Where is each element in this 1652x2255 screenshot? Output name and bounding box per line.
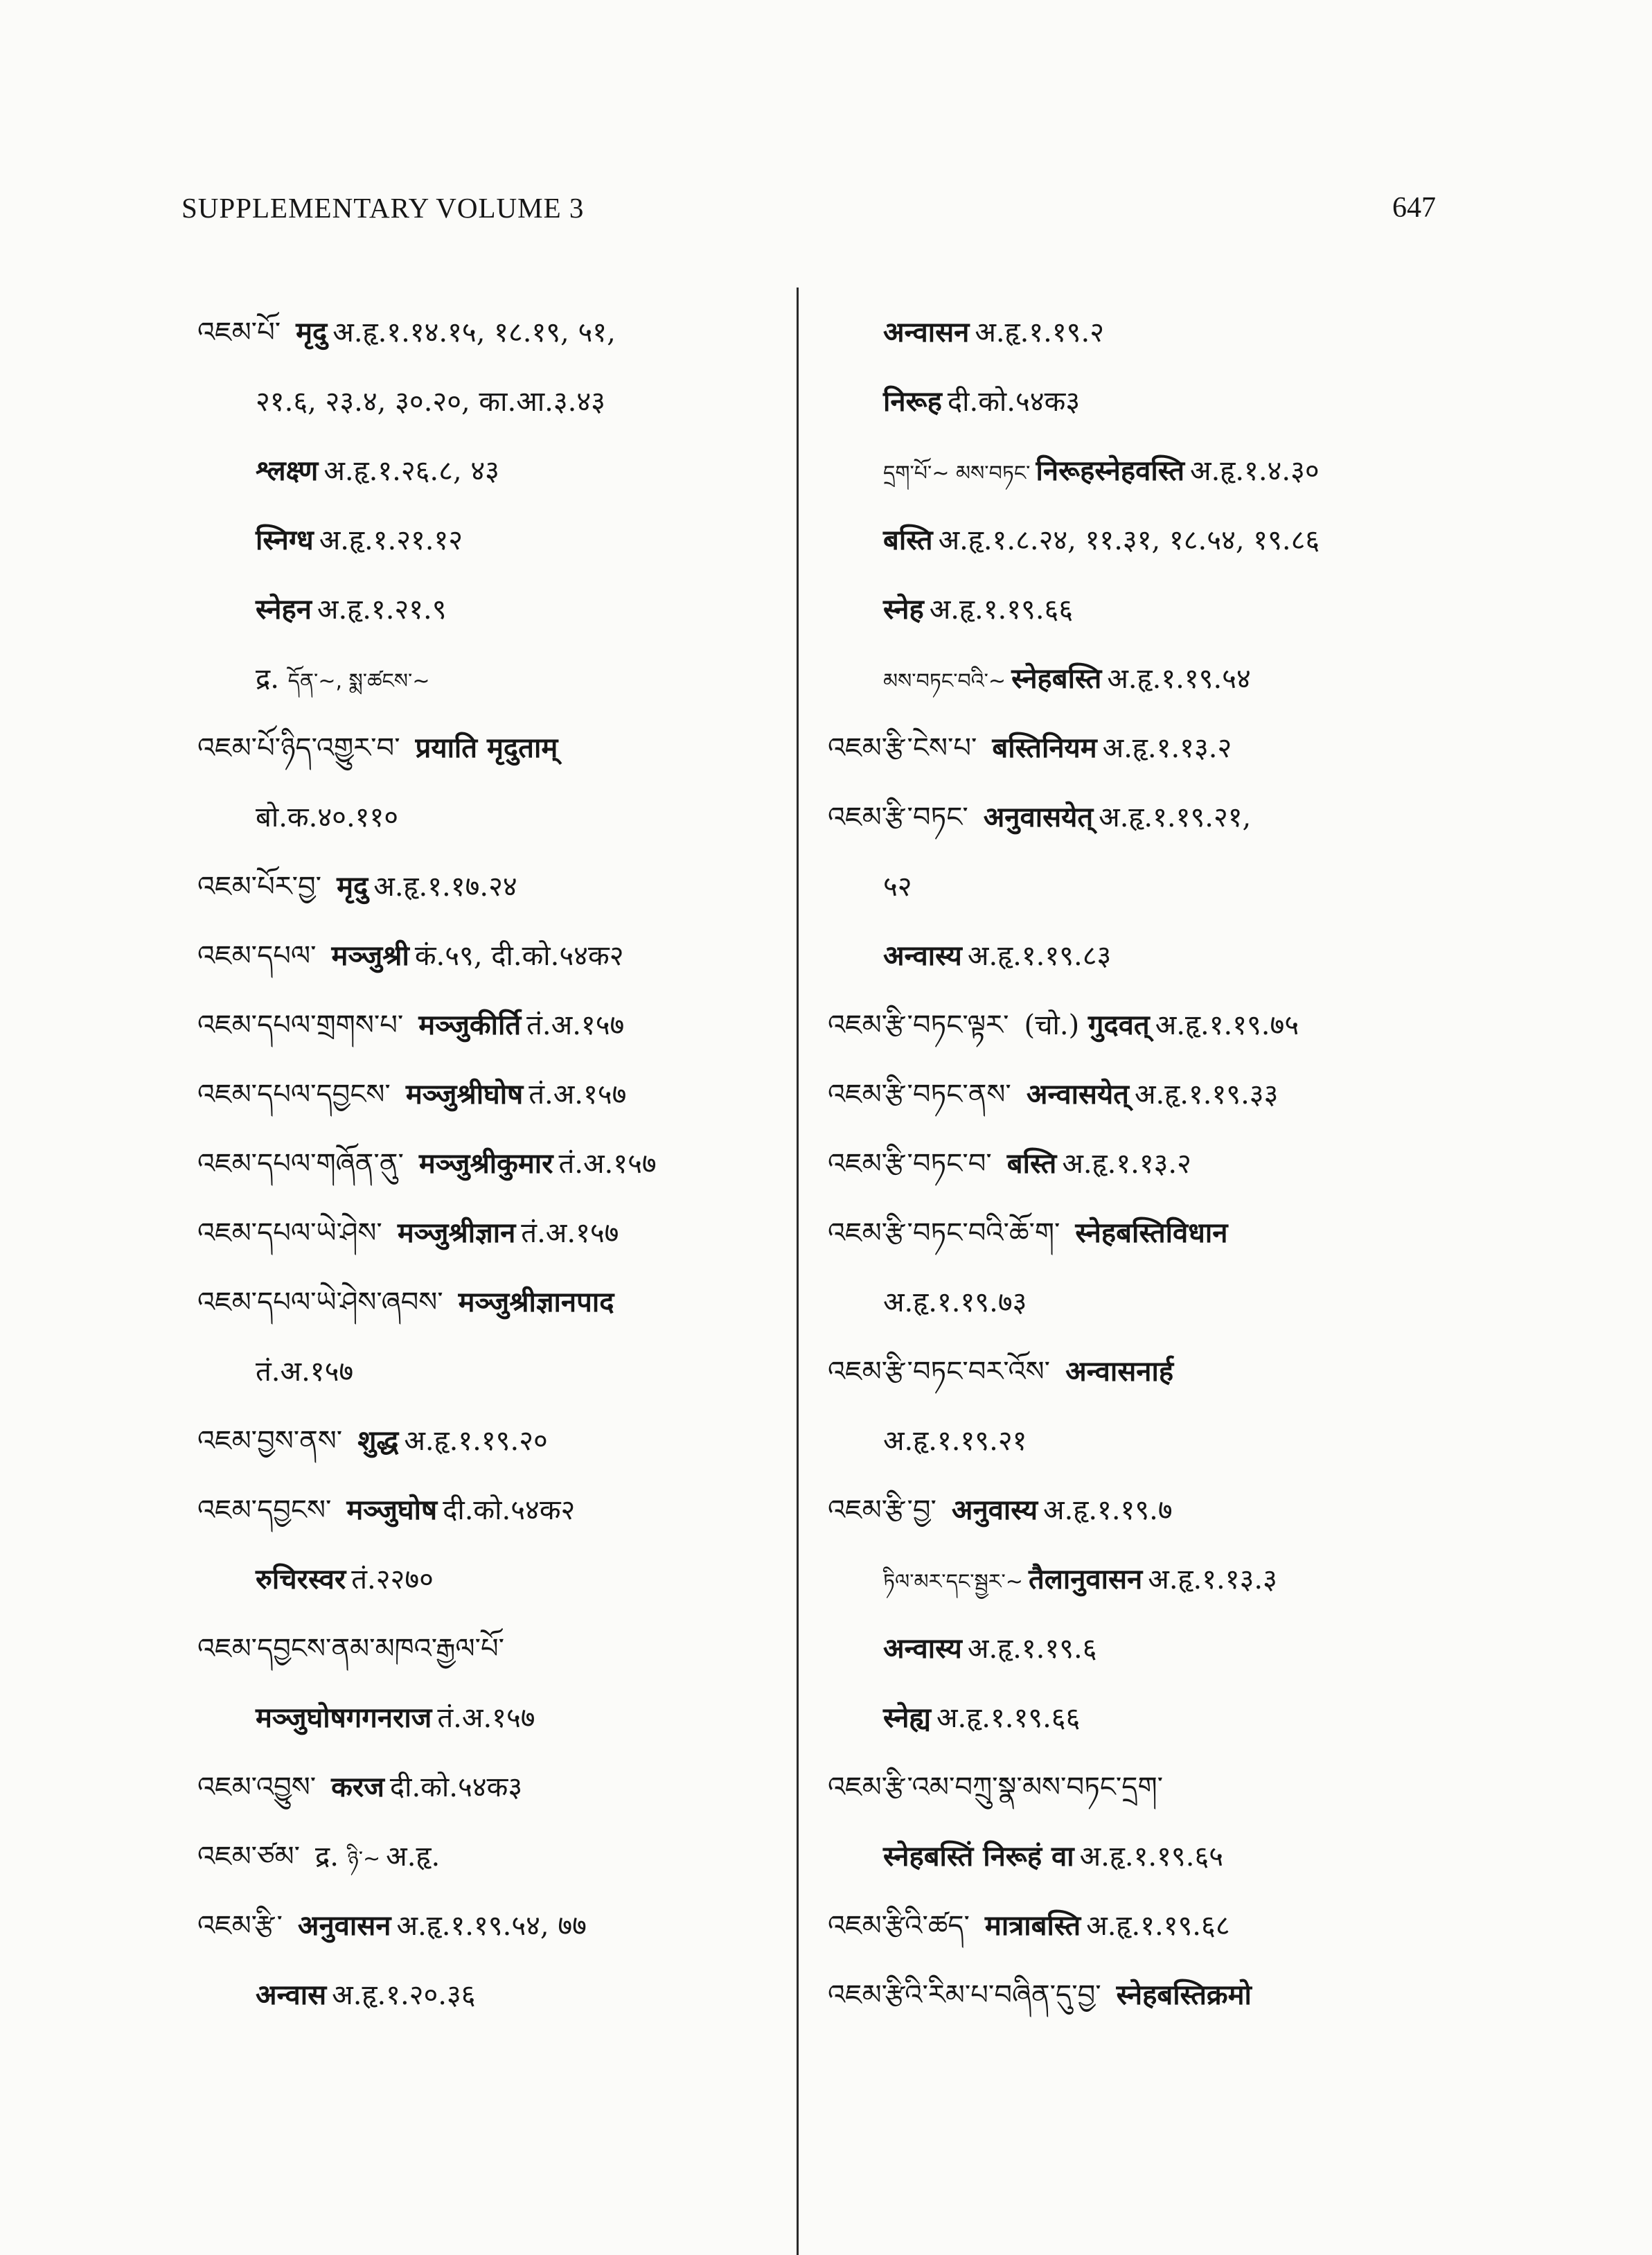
sanskrit-equivalent: स्निग्ध bbox=[256, 524, 314, 556]
sanskrit-equivalent: मात्राबस्ति bbox=[984, 1909, 1081, 1942]
tibetan-headword: འཇམ་རྩི་བཏང་བར་འོས་ bbox=[828, 1356, 1051, 1388]
entry-line bbox=[197, 1614, 786, 1683]
entry-line bbox=[828, 575, 1520, 644]
entry-line bbox=[197, 1476, 786, 1545]
entry-line bbox=[828, 1961, 1520, 2030]
reference: दी.को.५४क२ bbox=[443, 1494, 576, 1526]
reference: तं.अ.१५७ bbox=[256, 1356, 354, 1388]
reference: तं.अ.१५७ bbox=[529, 1079, 627, 1111]
sanskrit-equivalent: प्रयाति मृदुताम् bbox=[415, 732, 558, 764]
sanskrit-equivalent: मञ्जुघोष bbox=[346, 1494, 438, 1526]
tibetan-sub-headword: མས་བཏང་བའི་~ bbox=[883, 669, 1006, 693]
entry-line bbox=[828, 991, 1520, 1060]
sanskrit-equivalent: मञ्जुघोषगगनराज bbox=[256, 1701, 432, 1734]
sanskrit-equivalent: मञ्जुश्रीज्ञानपाद bbox=[458, 1286, 614, 1318]
sanskrit-equivalent: स्नेहन bbox=[256, 593, 312, 626]
sanskrit-equivalent: अन्वासयेत् bbox=[1026, 1078, 1129, 1111]
reference: बो.क.४०.११० bbox=[256, 802, 399, 833]
entry-line bbox=[197, 1753, 786, 1822]
sanskrit-equivalent: गुदवत् bbox=[1087, 1009, 1150, 1041]
sanskrit-equivalent: अन्वास bbox=[256, 1979, 327, 2011]
entry-line bbox=[197, 298, 786, 367]
entry-line bbox=[197, 1199, 786, 1268]
reference: अ.हृ.१.२६.८, ४३ bbox=[323, 455, 499, 487]
sanskrit-equivalent: श्लक्ष्ण bbox=[256, 454, 319, 487]
sanskrit-equivalent: मञ्जुश्रीकुमार bbox=[418, 1147, 553, 1180]
reference: तं.अ.१५७ bbox=[521, 1217, 619, 1249]
entry-line bbox=[828, 852, 1520, 921]
reference: द्र. bbox=[256, 663, 288, 695]
entry-line bbox=[197, 783, 786, 852]
sanskrit-equivalent: स्नेह्य bbox=[883, 1701, 931, 1734]
entry-line bbox=[828, 1753, 1520, 1822]
reference: दी.को.५४क३ bbox=[389, 1771, 523, 1803]
tibetan-headword: འཇམ་རྩི་བཏང་ལྟར་ bbox=[828, 1009, 1009, 1041]
reference: तं.अ.१५७ bbox=[437, 1702, 535, 1734]
entry-line bbox=[828, 921, 1520, 991]
sanskrit-equivalent: अनुवासन bbox=[297, 1909, 391, 1942]
entry-line bbox=[828, 1476, 1520, 1545]
reference: अ.हृ.१.१९.२१ bbox=[883, 1425, 1027, 1457]
entry-line bbox=[828, 1683, 1520, 1753]
reference: अ.हृ.१.१९.६ bbox=[967, 1633, 1097, 1665]
reference: अ.हृ. bbox=[386, 1841, 441, 1873]
entry-line bbox=[828, 367, 1520, 436]
tibetan-headword: འཇམ་རྩི་ bbox=[197, 1910, 283, 1942]
sanskrit-equivalent: मञ्जुकीर्ति bbox=[418, 1009, 522, 1041]
sanskrit-equivalent: अनुवास्य bbox=[951, 1494, 1038, 1526]
sanskrit-equivalent: बस्तिनियम bbox=[992, 732, 1097, 764]
tibetan-headword: འཇམ་པོ་ཉིད་འགྱུར་བ་ bbox=[197, 732, 400, 764]
reference: अ.हृ.१.१९.२१, bbox=[1099, 802, 1252, 833]
reference: अ.हृ.१.२०.३६ bbox=[332, 1979, 476, 2011]
reference: अ.हृ.१.२१.१२ bbox=[319, 524, 463, 556]
reference: अ.हृ.१.१९.२० bbox=[404, 1425, 548, 1457]
reference: अ.हृ.१.१९.७३ bbox=[883, 1286, 1027, 1318]
running-title: SUPPLEMENTARY VOLUME 3 bbox=[181, 192, 585, 224]
reference: दी.को.५४क३ bbox=[947, 386, 1081, 418]
entry-line bbox=[828, 506, 1520, 575]
entry-line bbox=[828, 1060, 1520, 1129]
reference: अ.हृ.१.१३.२ bbox=[1062, 1148, 1191, 1180]
tibetan-headword: འཇམ་དཔལ་དབྱངས་ bbox=[197, 1079, 391, 1111]
tibetan-headword: འཇམ་འབྱུས་ bbox=[197, 1771, 317, 1803]
entry-line bbox=[828, 1822, 1520, 1891]
reference: अ.हृ.१.१९.५४, ७७ bbox=[396, 1910, 587, 1942]
reference: अ.हृ.१.१९.७ bbox=[1043, 1494, 1173, 1526]
sanskrit-equivalent: अनुवासयेत् bbox=[983, 801, 1094, 833]
entry-line bbox=[197, 714, 786, 783]
tibetan-headword: འཇམ་རྩི་བཏང་ནས་ bbox=[828, 1079, 1011, 1111]
entry-line bbox=[828, 1406, 1520, 1476]
reference: अ.हृ.१.१९.७५ bbox=[1155, 1009, 1299, 1041]
entry-line bbox=[828, 298, 1520, 367]
left-column bbox=[197, 298, 786, 2030]
sanskrit-equivalent: मञ्जुश्री bbox=[331, 939, 409, 972]
tibetan-headword: འཇམ་བྱས་ནས་ bbox=[197, 1425, 343, 1457]
entry-line bbox=[197, 644, 786, 714]
sanskrit-equivalent: अन्वास्य bbox=[883, 939, 962, 972]
entry-line bbox=[828, 1891, 1520, 1961]
entry-line bbox=[197, 1545, 786, 1614]
tibetan-headword: འཇམ་རྩི་བཏང་ bbox=[828, 802, 968, 833]
entry-line bbox=[828, 1268, 1520, 1337]
tibetan-sub-headword: དྲག་པོ་~ མས་བཏང་ bbox=[883, 461, 1031, 486]
reference: अ.हृ.१.१३.३ bbox=[1148, 1564, 1277, 1595]
reference: अ.हृ.१.१९.६६ bbox=[929, 594, 1074, 626]
sanskrit-equivalent: स्नेहबस्ति bbox=[1011, 662, 1102, 695]
entry-line bbox=[197, 1337, 786, 1406]
entry-line bbox=[197, 1406, 786, 1476]
entry-line bbox=[197, 575, 786, 644]
reference: अ.हृ.१.२१.९ bbox=[317, 594, 447, 626]
sanskrit-equivalent: मृदु bbox=[296, 316, 328, 348]
reference: ५२ bbox=[883, 871, 912, 903]
sanskrit-equivalent: स्नेहबस्तिं निरूहं वा bbox=[883, 1840, 1074, 1873]
entry-line bbox=[828, 1545, 1520, 1614]
reference: अ.हृ.१.१९.६५ bbox=[1079, 1841, 1224, 1873]
reference: अ.हृ.१.१९.८३ bbox=[967, 940, 1112, 972]
entry-line bbox=[828, 1614, 1520, 1683]
entry-line bbox=[197, 1961, 786, 2030]
entry-line bbox=[828, 436, 1520, 506]
tibetan-sub-headword: ཏིལ་མར་དང་སྦྱར་~ bbox=[883, 1570, 1023, 1594]
entry-line bbox=[197, 506, 786, 575]
page-number: 647 bbox=[1392, 192, 1436, 224]
tibetan-headword: འཇམ་དབྱངས་ bbox=[197, 1494, 332, 1526]
entry-line bbox=[828, 714, 1520, 783]
reference: अ.हृ.१.१९.२ bbox=[975, 317, 1104, 348]
tibetan-headword: འཇམ་དཔལ་ཡེ་ཤེས་ bbox=[197, 1217, 382, 1249]
entry-line bbox=[828, 1199, 1520, 1268]
entry-line bbox=[197, 1129, 786, 1199]
tibetan-headword: འཇམ་དཔལ་གཞོན་ནུ་ bbox=[197, 1148, 404, 1180]
reference: अ.हृ.१.१४.१५, १८.१९, ५१, bbox=[332, 317, 616, 348]
reference: अ.हृ.१.१९.५४ bbox=[1107, 663, 1251, 695]
sanskrit-equivalent: स्नेह bbox=[883, 593, 924, 626]
entry-line bbox=[197, 1683, 786, 1753]
tibetan-headword: འཇམ་པོ་ bbox=[197, 317, 281, 348]
reference: तं.अ.१५७ bbox=[526, 1009, 625, 1041]
reference: द्र. bbox=[315, 1841, 348, 1873]
sanskrit-equivalent: तैलानुवासन bbox=[1028, 1563, 1143, 1595]
tibetan-cross-reference: ཉི་~ bbox=[347, 1847, 381, 1871]
reference: अ.हृ.१.१७.२४ bbox=[373, 871, 517, 903]
sanskrit-equivalent: मृदु bbox=[337, 870, 368, 903]
sanskrit-equivalent: स्नेहबस्तिविधान bbox=[1075, 1217, 1228, 1249]
reference: अ.हृ.१.१९.६६ bbox=[936, 1702, 1081, 1734]
entry-line bbox=[828, 783, 1520, 852]
reference: २१.६, २३.४, ३०.२०, का.आ.३.४३ bbox=[256, 386, 605, 418]
sanskrit-equivalent: अन्वासनार्ह bbox=[1065, 1355, 1174, 1388]
tibetan-headword: འཇམ་རྩི་འམ་བཀྲུ་སྣ་མས་བཏང་དྲག་ bbox=[828, 1771, 1163, 1803]
reference: तं.२२७० bbox=[351, 1564, 434, 1595]
column-divider bbox=[797, 288, 799, 2255]
entry-line bbox=[197, 436, 786, 506]
tibetan-headword: འཇམ་རྩི་ངེས་པ་ bbox=[828, 732, 977, 764]
entry-line bbox=[828, 644, 1520, 714]
reference: कं.५९, दी.को.५४क२ bbox=[414, 940, 624, 972]
reference: अ.हृ.१.८.२४, ११.३१, १८.५४, १९.८६ bbox=[938, 524, 1320, 556]
tibetan-headword: འཇམ་རྩིའི་རིམ་པ་བཞིན་དུ་བྱ་ bbox=[828, 1979, 1101, 2011]
entry-line bbox=[828, 1129, 1520, 1199]
sanskrit-equivalent: शुद्ध bbox=[357, 1424, 399, 1457]
tibetan-headword: འཇམ་རྩི་བཏང་བའི་ཆོ་ག་ bbox=[828, 1217, 1060, 1249]
reference: तं.अ.१५७ bbox=[558, 1148, 657, 1180]
reference: अ.हृ.१.१९.३३ bbox=[1134, 1079, 1279, 1111]
sanskrit-equivalent: निरूह bbox=[883, 385, 942, 418]
entry-line bbox=[197, 852, 786, 921]
sanskrit-equivalent: रुचिरस्वर bbox=[256, 1563, 346, 1595]
tibetan-cross-reference: དོན་~, སྨ་ཚངས་~ bbox=[287, 669, 430, 693]
sanskrit-equivalent: बस्ति bbox=[1006, 1147, 1057, 1180]
entry-line bbox=[197, 1268, 786, 1337]
entry-line bbox=[197, 1891, 786, 1961]
sanskrit-equivalent: स्नेहबस्तिक्रमो bbox=[1116, 1979, 1252, 2011]
tibetan-headword: འཇམ་དཔལ་གྲགས་པ་ bbox=[197, 1009, 404, 1041]
entry-line bbox=[197, 1060, 786, 1129]
tibetan-headword: འཇམ་རྩིའི་ཚད་ bbox=[828, 1910, 970, 1942]
entry-line bbox=[828, 1337, 1520, 1406]
tibetan-headword: འཇམ་དཔལ་ཡེ་ཤེས་ཞབས་ bbox=[197, 1286, 443, 1318]
right-column bbox=[828, 298, 1520, 2030]
sanskrit-equivalent: अन्वास्य bbox=[883, 1632, 962, 1665]
sanskrit-equivalent: निरूहस्नेहवस्ति bbox=[1036, 454, 1185, 487]
sanskrit-equivalent: मञ्जुश्रीज्ञान bbox=[397, 1217, 516, 1249]
tibetan-headword: འཇམ་དཔལ་ bbox=[197, 940, 317, 972]
entry-line bbox=[197, 921, 786, 991]
sanskrit-equivalent: करज bbox=[331, 1771, 384, 1803]
entry-line bbox=[197, 367, 786, 436]
entry-line bbox=[197, 1822, 786, 1891]
reference: अ.हृ.१.४.३० bbox=[1190, 455, 1320, 487]
tibetan-headword: འཇམ་པོར་བྱ་ bbox=[197, 871, 322, 903]
tibetan-headword: འཇམ་རྩི་བྱ་ bbox=[828, 1494, 936, 1526]
reference: अ.हृ.१.१३.२ bbox=[1102, 732, 1232, 764]
sanskrit-equivalent: बस्ति bbox=[883, 524, 933, 556]
sanskrit-equivalent: अन्वासन bbox=[883, 316, 970, 348]
entry-line bbox=[197, 991, 786, 1060]
tibetan-headword: འཇམ་རྩི་བཏང་བ་ bbox=[828, 1148, 992, 1180]
sanskrit-equivalent: मञ्जुश्रीघोष bbox=[405, 1078, 524, 1111]
tibetan-headword: འཇམ་ཙམ་ bbox=[197, 1841, 300, 1873]
reference: (चो.) bbox=[1024, 1009, 1080, 1041]
reference: अ.हृ.१.१९.६८ bbox=[1086, 1910, 1230, 1942]
tibetan-headword: འཇམ་དབྱངས་ནམ་མཁའ་རྒྱལ་པོ་ bbox=[197, 1633, 505, 1665]
